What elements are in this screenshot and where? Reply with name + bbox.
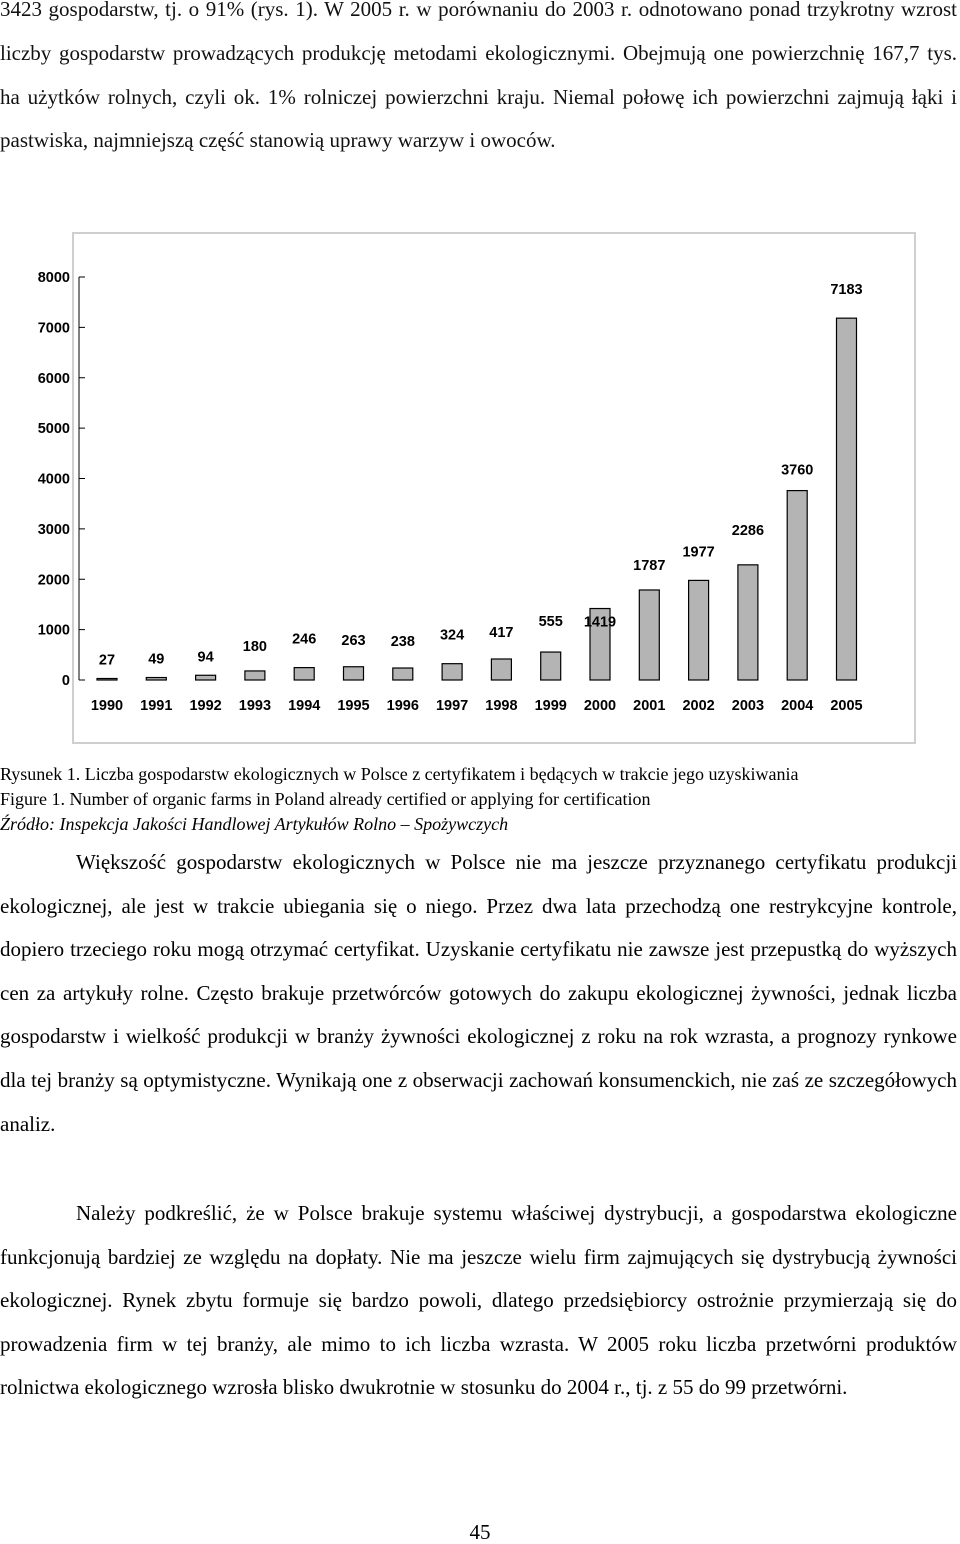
y-tick-label: 1000 [37,622,70,639]
bar-value-label: 94 [197,649,214,666]
y-tick-label: 6000 [37,370,70,387]
bar [787,491,807,680]
x-tick-label: 1993 [238,698,272,714]
bar [491,659,511,680]
paragraph-3 [0,1192,957,1410]
x-tick-label: 2000 [583,698,617,714]
figure-caption-en: Figure 1. Number of organic farms in Poland already certified or applying for certification [0,789,651,809]
bar-value-label: 7183 [830,282,863,299]
x-tick-label: 1992 [189,698,222,714]
bar-value-label: 263 [341,632,366,649]
bar [689,580,709,680]
bar-value-label: 555 [538,614,563,631]
bar-value-label: 246 [292,631,317,648]
bar [442,664,462,680]
bar [245,671,265,680]
figure-source: Źródło: Inspekcja Jakości Handlowej Artykułów Rolno – Spożywczych [0,814,509,834]
y-tick-label: 3000 [37,521,70,538]
bar-value-label: 1977 [682,544,715,561]
bar-chart [37,234,914,742]
x-tick-label: 1997 [435,698,469,714]
y-tick-label: 4000 [37,471,70,488]
y-tick-label: 2000 [37,572,70,589]
chart-frame [37,232,916,744]
bar-value-label: 1787 [633,557,666,574]
bar-value-label: 324 [439,627,465,644]
x-tick-label: 2002 [682,698,715,714]
bar [837,318,857,680]
y-tick-label: 5000 [37,421,70,438]
top-paragraph: 3423 gospodarstw, tj. o 91% (rys. 1). W 2005 r. w porównaniu do 2003 r. odnotowano ponad trzykrotny wzrost liczby gospodarstw prowadzących produkcję metodami ekologicznymi. Obejmują one powierzchnię 167,7 tys. ha użytków rolnych, czyli ok. 1% rolniczej powierzchni kraju. Niemal połowę ich powierzchni zajmują łąki i pastwiska, najmniejszą część stanowią uprawy warzyw i owoców. [0,0,957,153]
bar-value-label: 49 [148,651,165,668]
bar [541,652,561,680]
bar [294,668,314,680]
paragraph-3-text: Należy podkreślić, że w Polsce brakuje systemu właściwej dystrybucji, a gospodarstwa ekologiczne funkcjonują bardziej ze względu na dopłaty. Nie ma jeszcze wielu firm zajmujących się dystrybucją żywności ekologicznej. Rynek zbytu formuje się bardzo powoli, dlatego przedsiębiorcy ostrożnie przymierzają się do prowadzenia firm w tej branży, ale mimo to ich liczba wzrasta. W 2005 roku liczba przetwórni produktów rolnictwa ekologicznego wzrosła blisko dwukrotnie w stosunku do 2004 r., tj. z 55 do 99 przetwórni. [0,1201,957,1400]
y-tick-label: 7000 [37,320,70,337]
bar [97,679,117,681]
y-tick-label: 8000 [37,270,70,286]
paragraph-2 [0,841,957,1146]
page-number: 45 [469,1520,491,1544]
x-tick-label: 1999 [534,698,567,714]
x-tick-label: 2004 [781,698,814,714]
figure-caption-pl: Rysunek 1. Liczba gospodarstw ekologicznych w Polsce z certyfikatem i będących w trakcie jego uzyskiwania [0,764,799,784]
bar [344,667,364,680]
x-tick-label: 1991 [140,698,173,714]
bar-value-label: 417 [489,624,514,641]
x-tick-label: 1994 [288,698,321,714]
x-tick-label: 1990 [90,698,124,714]
x-tick-label: 1995 [337,698,370,714]
y-tick-label: 0 [61,673,70,689]
bar-value-label: 1419 [583,614,617,631]
x-tick-label: 2005 [830,698,863,714]
bar [639,590,659,680]
bar-value-label: 238 [390,634,415,651]
bar [146,678,166,680]
x-tick-label: 2001 [633,698,666,714]
bar-value-label: 3760 [781,462,814,479]
bar [196,675,216,680]
x-tick-label: 1998 [485,698,518,714]
paragraph-2-text: Większość gospodarstw ekologicznych w Polsce nie ma jeszcze przyznanego certyfikatu produkcji ekologicznej, ale jest w trakcie ubiegania się o niego. Przez dwa lata przechodzą one restrykcyjne kontrole, dopiero trzeciego roku mogą otrzymać certyfikat. Uzyskanie certyfikatu nie zawsze jest przepustką do wyższych cen za artykuły rolne. Często brakuje przetwórców gotowych do zakupu ekologicznej żywności, jednak liczba gospodarstw i wielkość produkcji w branży żywności ekologicznej z roku na rok wzrasta, a prognozy rynkowe dla tej branży są optymistyczne. Wynikają one z obserwacji zachowań konsumenckich, nie zaś ze szczegółowych analiz. [0,850,957,1136]
bar-value-label: 27 [98,652,116,669]
bar-value-label: 180 [242,638,268,655]
x-tick-label: 1996 [386,698,419,714]
bar-value-label: 2286 [731,522,765,539]
x-tick-label: 2003 [731,698,765,714]
bar [393,668,413,680]
bar [738,565,758,680]
